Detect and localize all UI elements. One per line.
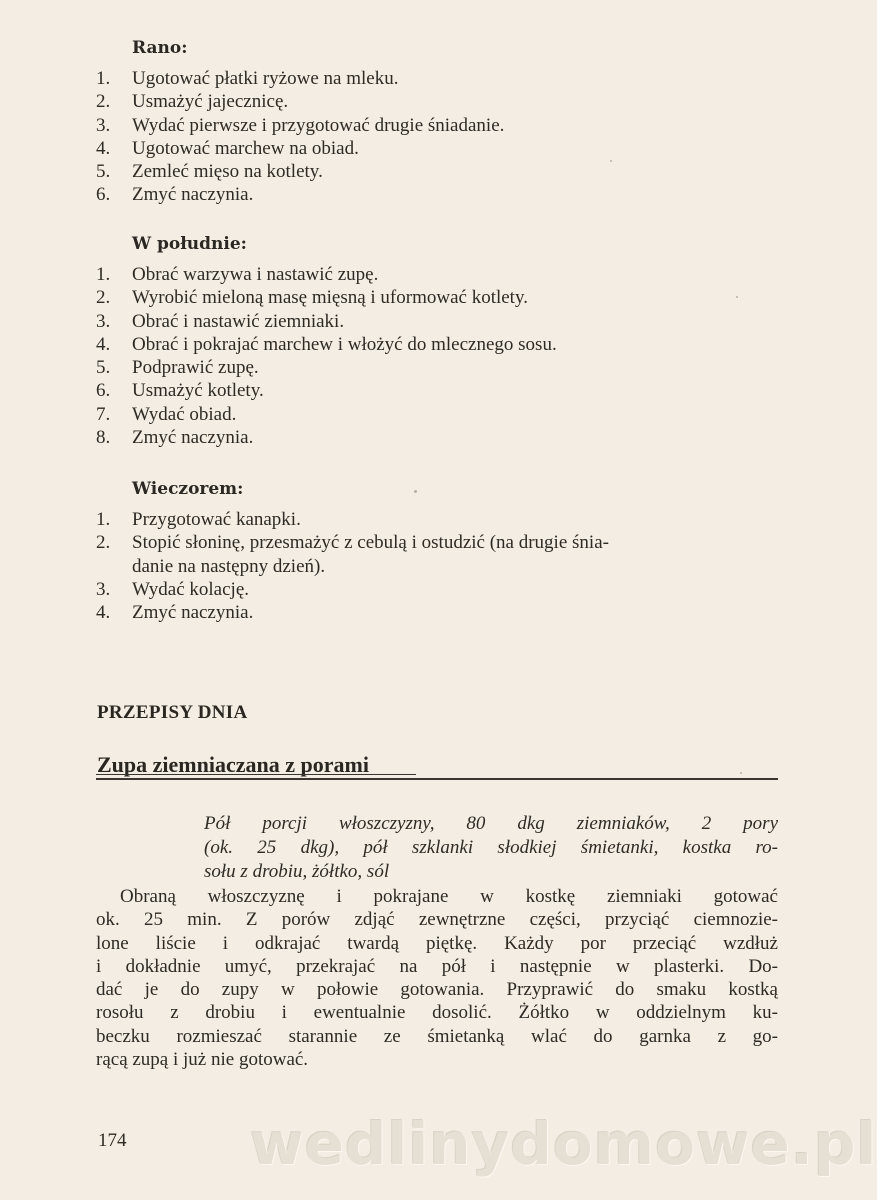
- scan-speck: [414, 490, 417, 493]
- list-item: 3. Obrać i nastawić ziemniaki.: [96, 310, 345, 332]
- ingredients-line: Pół porcji włoszczyzny, 80 dkg ziemniaków, 2 pory: [204, 813, 778, 834]
- instruction-line: rosołu z drobiu i ewentualnie dosolić. Żółtko w oddzielnym ku-: [96, 1002, 778, 1024]
- morning-heading: Rano:: [132, 38, 188, 58]
- list-item: 1. Przygotować kanapki.: [96, 509, 301, 530]
- instruction-line: Obraną włoszczyznę i pokrajane w kostkę ziemniaki gotować: [120, 886, 778, 907]
- instruction-line: beczku rozmieszać starannie ze śmietanką wlać do garnka z go-: [96, 1025, 778, 1047]
- list-item: 3. Wydać pierwsze i przygotować drugie śniadanie.: [96, 114, 505, 136]
- ingredients-list: [204, 812, 778, 884]
- list-item: 8. Zmyć naczynia.: [96, 427, 254, 449]
- list-item: 4. Zmyć naczynia.: [96, 602, 254, 624]
- ingredients-line: (ok. 25 dkg), pół szklanki słodkiej śmietanki, kostka ro-: [204, 837, 778, 858]
- list-item: 1. Obrać warzywa i nastawić zupę.: [96, 264, 379, 285]
- list-item: 7. Wydać obiad.: [96, 403, 237, 425]
- noon-heading: W południe:: [132, 234, 247, 254]
- noon-list: [96, 263, 776, 449]
- scan-speck: [740, 772, 742, 774]
- list-item: 2. Wyrobić mieloną masę mięsną i uformować kotlety.: [96, 287, 528, 309]
- page-number: 174: [98, 1130, 127, 1151]
- evening-heading: Wieczorem:: [132, 479, 244, 499]
- recipe-instructions: [96, 885, 778, 1071]
- list-item: 2. Usmażyć jajecznicę.: [96, 91, 289, 113]
- list-item: 2. Stopić słoninę, przesmażyć z cebulą i ostudzić (na drugie śnia- danie na następny dzień).: [96, 532, 609, 577]
- ingredients-line: sołu z drobiu, żółtko, sól: [204, 861, 390, 882]
- instruction-line: rącą zupą i już nie gotować.: [96, 1049, 309, 1071]
- instruction-line: ok. 25 min. Z porów zdjąć zewnętrzne części, przyciąć ciemnozie-: [96, 909, 778, 931]
- list-item: 5. Podprawić zupę.: [96, 357, 259, 379]
- list-item: 6. Zmyć naczynia.: [96, 184, 254, 206]
- instruction-line: dać je do zupy w połowie gotowania. Przyprawić do smaku kostką: [96, 979, 778, 1001]
- morning-list: [96, 67, 776, 207]
- recipes-heading: PRZEPISY DNIA: [97, 702, 248, 723]
- evening-list: [96, 508, 776, 624]
- scan-speck: [610, 160, 612, 162]
- list-item: 6. Usmażyć kotlety.: [96, 380, 264, 402]
- list-item: 5. Zemleć mięso na kotlety.: [96, 161, 323, 183]
- watermark: wedlinydomowe.pl: [250, 1110, 877, 1178]
- section-divider: [96, 778, 778, 780]
- title-rule: [96, 774, 416, 775]
- instruction-line: lone liście i odkrajać twardą piętkę. Każdy por przeciąć wzdłuż: [96, 932, 778, 954]
- list-item: 4. Obrać i pokrajać marchew i włożyć do mlecznego sosu.: [96, 333, 557, 355]
- scan-speck: [736, 296, 738, 298]
- list-item: 1. Ugotować płatki ryżowe na mleku.: [96, 68, 399, 89]
- instruction-line: i dokładnie umyć, przekrajać na pół i następnie w plasterki. Do-: [96, 955, 778, 977]
- recipe-title: Zupa ziemniaczana z porami: [97, 752, 369, 777]
- list-item: 3. Wydać kolację.: [96, 578, 250, 600]
- list-item: 4. Ugotować marchew na obiad.: [96, 137, 359, 159]
